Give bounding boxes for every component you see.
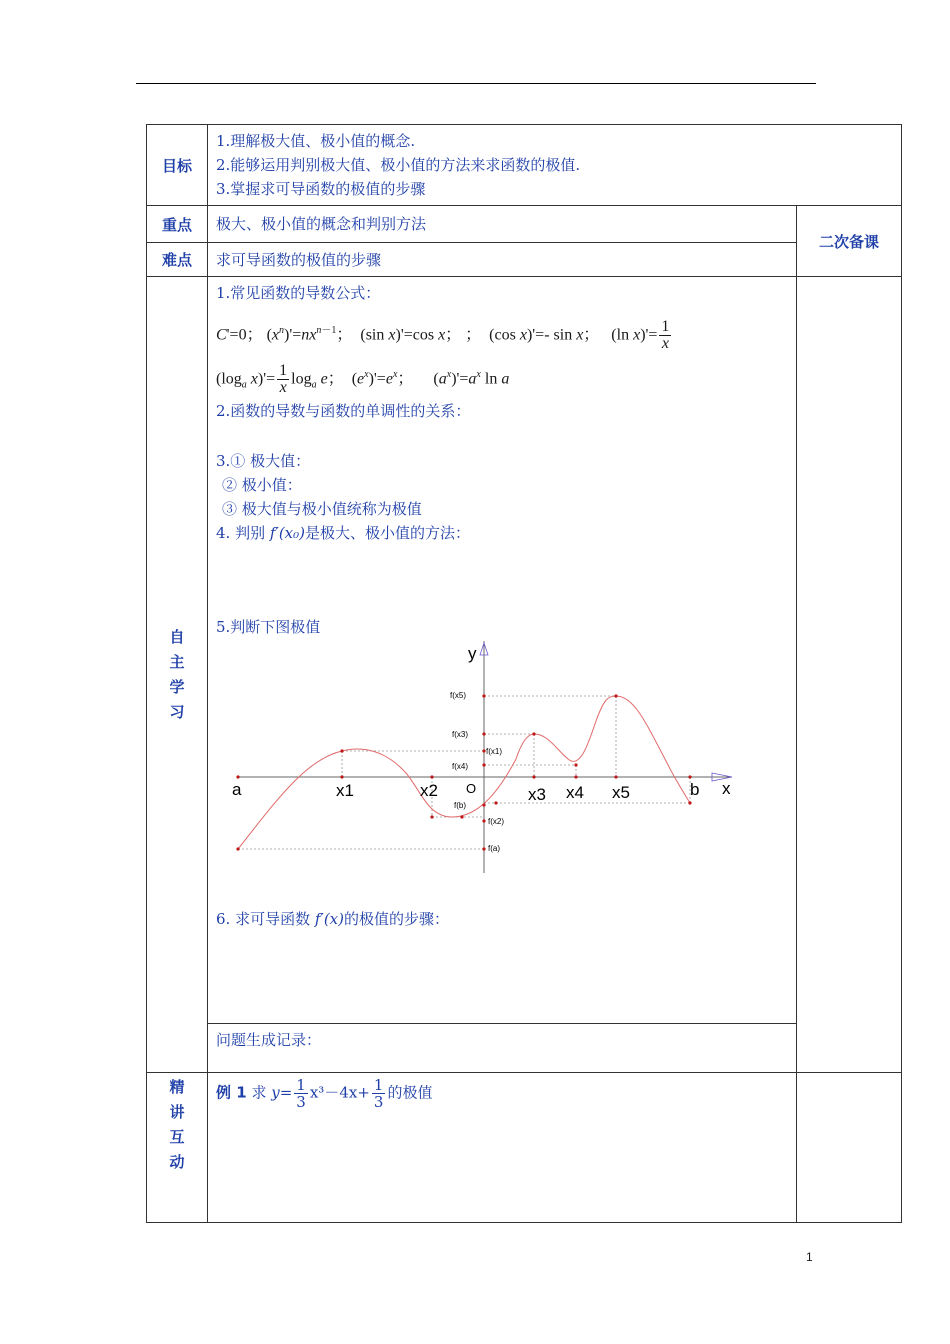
- x-tick-x1: x1: [336, 781, 354, 800]
- graph-point: [236, 775, 239, 778]
- derivative-formulas-line2: ($\log_a$ x)'= $\frac{1}{x}$ $\log_a e$； $(e^x)'=e^x$； $(a^x)'=a^x$ ln a: [216, 362, 510, 397]
- origin-label: O: [466, 781, 477, 796]
- difficult-text: 求可导函数的极值的步骤: [208, 243, 797, 277]
- graph-point: [532, 775, 535, 778]
- x-tick-a: a: [232, 780, 242, 799]
- graph-point: [482, 803, 485, 806]
- x-tick-x3: x3: [528, 785, 546, 804]
- graph-point: [482, 847, 485, 850]
- function-curve: [238, 696, 690, 849]
- x-tick-b: b: [690, 780, 700, 799]
- graph-point: [494, 801, 497, 804]
- graph-point: [340, 775, 343, 778]
- extreme-value-graph: [216, 641, 796, 891]
- revision-cell: [797, 277, 902, 1073]
- item-3-extreme: ③ 极大值与极小值统称为极值: [222, 500, 422, 518]
- graph-point: [688, 775, 691, 778]
- lecture-label: 精 讲 互 动: [147, 1073, 208, 1223]
- graph-point: [482, 732, 485, 735]
- y-tick-fx2: f(x2): [488, 817, 504, 826]
- goal-content: [208, 125, 902, 206]
- graph-point: [688, 801, 691, 804]
- page-number: 1: [806, 1250, 813, 1264]
- y-tick-fx5: f(x5): [450, 691, 466, 700]
- key-label: 重点: [147, 206, 208, 243]
- graph-point: [460, 815, 463, 818]
- y-tick-fx3: f(x3): [452, 730, 468, 739]
- self-study-row: [147, 277, 902, 1024]
- self-study-content: [208, 277, 797, 1024]
- key-row: [147, 206, 902, 243]
- graph-point: [430, 815, 433, 818]
- y-tick-fx1: f(x1): [486, 747, 502, 756]
- goal-item: 3.掌握求可导函数的极值的步骤: [216, 180, 426, 198]
- key-text: 极大、极小值的概念和判别方法: [208, 206, 797, 243]
- self-study-label: 自 主 学 习: [147, 277, 208, 1073]
- example-label: 例 1: [216, 1083, 247, 1102]
- graph-point: [574, 775, 577, 778]
- goal-item: 1.理解极大值、极小值的概念.: [216, 132, 416, 150]
- goal-label: 目标: [147, 125, 208, 206]
- question-record-row: [147, 1024, 902, 1073]
- graph-point: [614, 775, 617, 778]
- item-1: 1.常见函数的导数公式：: [216, 284, 381, 302]
- example-1: 例 1 求 y= $\frac{1}{3}$ x³－4x+ $\frac{1}{3}$ 的极值: [208, 1073, 797, 1223]
- graph-point: [482, 694, 485, 697]
- graph-point: [340, 749, 343, 752]
- item-2: 2.函数的导数与函数的单调性的关系：: [216, 402, 471, 420]
- graph-point: [574, 763, 577, 766]
- goal-item: 2.能够运用判别极大值、极小值的方法来求函数的极值.: [216, 156, 581, 174]
- graph-point: [532, 732, 535, 735]
- difficult-label: 难点: [147, 243, 208, 277]
- graph-point: [236, 847, 239, 850]
- x-tick-x5: x5: [612, 783, 630, 802]
- goal-row: [147, 125, 902, 206]
- y-axis-label: y: [468, 644, 477, 663]
- difficult-row: [147, 243, 902, 277]
- item-3-max: 3.① 极大值：: [216, 452, 311, 470]
- lecture-revision-cell: [797, 1073, 902, 1223]
- item-5: 5.判断下图极值: [216, 618, 321, 636]
- x-axis-label: x: [722, 779, 731, 798]
- lesson-plan-table: [146, 124, 902, 1223]
- item-6: 6. 求可导函数 f′(x)的极值的步骤：: [216, 910, 450, 928]
- item-4: 4. 判别 f′(x₀)是极大、极小值的方法：: [216, 524, 471, 542]
- x-tick-x2: x2: [420, 781, 438, 800]
- lecture-row: [147, 1073, 902, 1223]
- item-3-min: ② 极小值：: [222, 476, 302, 494]
- graph-point: [430, 775, 433, 778]
- x-tick-x4: x4: [566, 783, 584, 802]
- graph-point: [482, 819, 485, 822]
- graph-point: [614, 694, 617, 697]
- y-tick-fb: f(b): [454, 801, 466, 810]
- y-tick-fx4: f(x4): [452, 762, 468, 771]
- graph-point: [482, 763, 485, 766]
- header-rule: [136, 83, 816, 84]
- derivative-formulas-line1: C'=0； $(x^n)'=nx^{n-1}$； (sin x)'=cos x； ； (cos x)'=- sin x； (ln x)'= $\frac{1}{x}$: [216, 318, 670, 353]
- y-tick-fa: f(a): [488, 844, 500, 853]
- revision-label: 二次备课: [797, 206, 902, 277]
- question-record: 问题生成记录：: [208, 1024, 797, 1073]
